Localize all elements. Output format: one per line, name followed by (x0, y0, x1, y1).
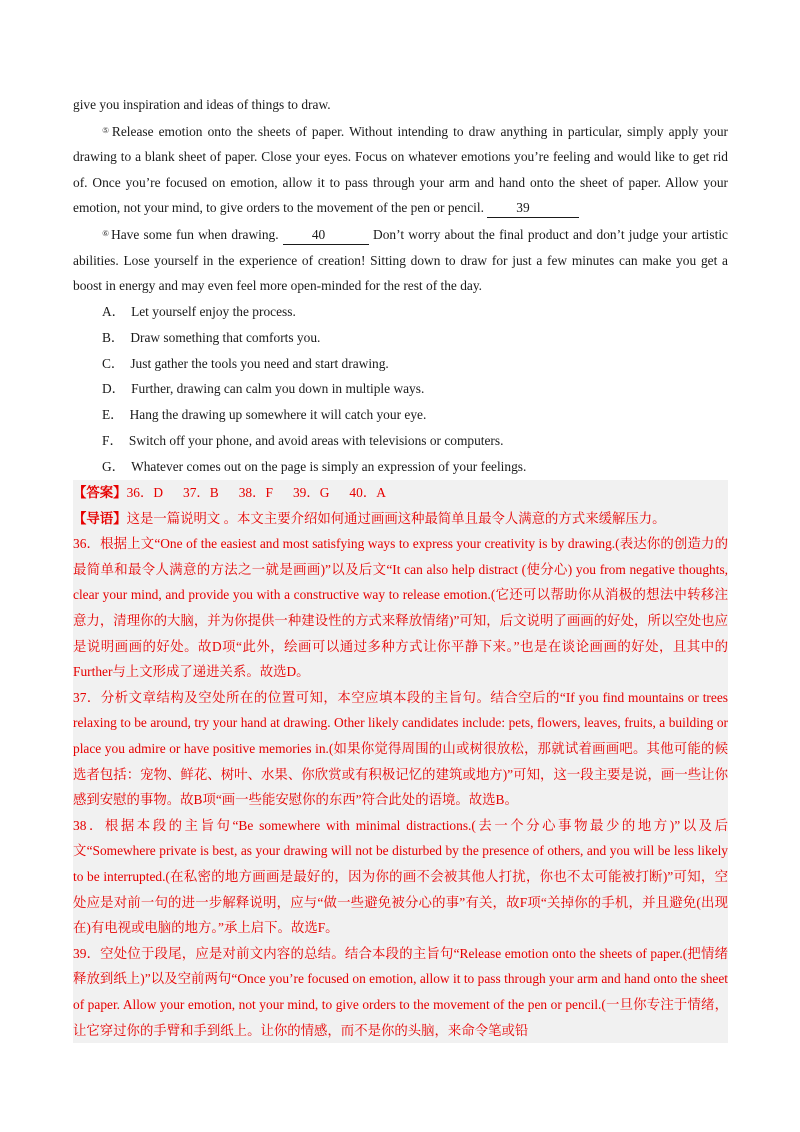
option-letter: B． (102, 329, 125, 345)
explanation-38: 38．根据本段的主旨句“Be somewhere with minimal distractions.(去一个分心事物最少的地方)”以及后文“Somewhere private is best, as your drawing will not be disturbed by the presence of others, and you will be less likely to be interrupted.(在私密的地方画画是最好的，因为你的画不会被其他人打扰，你也不太可能被打断)”可知，空处应是对前一句的进一步解释说明，应与“做一些避免被分心的事”有关，故F项“关掉你的手机，并且避免(出现在)有电视或电脑的地方。”承上启下。故选F。 (73, 817, 728, 936)
option-text: Let yourself enjoy the process. (131, 303, 296, 319)
paragraph-6-text-a: Have some fun when drawing. (111, 226, 283, 242)
answer-key (73, 480, 728, 506)
explanation-36: 36．根据上文“One of the easiest and most satisfying ways to express your creativity is by drawing.(表达你的创造力的最简单和最令人满意的方法之一就是画画)”以及后文“It can also help distract (使分心) you from negative thoughts, clear your mind, and provide you with a constructive way to release emotion.(它还可以帮助你从消极的想法中转移注意力，清理你的大脑，并为你提供一种建设性的方式来释放情绪)”可知，后文说明了画画的好处，所以空处也应是说明画画的好处。故D项“此外，绘画可以通过多种方式让你平静下来。”也是在谈论画画的好处，且其中的 Further与上文形成了递进关系。故选D。 (73, 536, 728, 680)
answer-explanation-section (73, 480, 728, 1043)
option-item (73, 402, 728, 428)
answer-item: 40．A (349, 485, 386, 501)
option-letter: F． (102, 433, 123, 449)
answer-item: 36．D (126, 485, 164, 501)
answer-item: 37．B (183, 485, 219, 501)
answer-item: 39．G (292, 485, 330, 501)
option-item (73, 376, 728, 402)
option-item (73, 351, 728, 377)
guide-line (73, 506, 728, 532)
explanation-39: 39．空处位于段尾，应是对前文内容的总结。结合本段的主旨句“Release emotion onto the sheets of paper.(把情绪释放到纸上)”以及空前两句“Once you’re focused on emotion, allow it to pass through your arm and hand onto the sheet of paper. Allow your emotion, not your mind, to give orders to the movement of the pen or pencil.(一旦你专注于情绪，让它穿过你的手臂和手到纸上。让你的情感，而不是你的头脑，来命令笔或铅 (73, 945, 728, 1038)
option-letter: G． (102, 459, 126, 475)
paragraph-5-text: Release emotion onto the sheets of paper. Without intending to draw anything in particular, simply apply your drawing to a blank sheet of paper. Close your eyes. Focus on whatever emotions you’re feeling and would like to get rid of. Once you’re focused on emotion, allow it to pass through your arm and hand onto the sheet of paper. Allow your emotion, not your mind, to give orders to the movement of the pen or pencil. (73, 123, 728, 216)
option-text: Just gather the tools you need and start drawing. (130, 355, 389, 371)
option-text: Switch off your phone, and avoid areas with televisions or computers. (128, 433, 504, 449)
paragraph-marker: ⑤ (102, 125, 111, 135)
option-text: Further, drawing can calm you down in multiple ways. (131, 381, 425, 397)
option-letter: C． (102, 355, 125, 371)
option-text: Draw something that comforts you. (130, 329, 321, 345)
option-letter: A． (102, 303, 126, 319)
paragraph-6 (73, 221, 728, 299)
blank-40: 40 (283, 226, 369, 245)
option-item (73, 454, 728, 480)
option-item (73, 299, 728, 325)
option-text: Hang the drawing up somewhere it will catch your eye. (129, 407, 427, 423)
blank-39: 39 (487, 199, 579, 218)
option-letter: D． (102, 381, 126, 397)
content-column (73, 92, 728, 1043)
options-list (73, 299, 728, 480)
option-item (73, 428, 728, 454)
explanation-37: 37．分析文章结构及空处所在的位置可知，本空应填本段的主旨句。结合空后的“If you find mountains or trees relaxing to be around, try your hand at drawing. Other likely candidates include: pets, flowers, leaves, fruits, a building or place you admire or have positive memories in.(如果你觉得周围的山或树很放松，那就试着画画吧。其他可能的候选者包括：宠物、鲜花、树叶、水果、你欣赏或有积极记忆的建筑或地方)”可知，这一段主要是说，画一些让你感到安慰的事物。故B项“画一些能安慰你的东西”符合此处的语境。故选B。 (73, 689, 728, 808)
option-letter: E． (102, 407, 124, 423)
answer-label: 【答案】 (73, 485, 127, 501)
guide-label: 【导语】 (73, 510, 127, 526)
guide-text: 这是一篇说明文 。本文主要介绍如何通过画画这种最简单且最令人满意的方式来缓解压力。 (126, 510, 666, 526)
passage-line: give you inspiration and ideas of things to draw. (73, 97, 331, 112)
paragraph-6-text-b: Don’t worry about the final product and don’t judge your artistic abilities. Lose yourself in the experience of creation! Sitting down to draw for just a few minutes can make you get a boost in energy and may even feel more open-minded for the rest of the day. (73, 226, 728, 294)
option-text: Whatever comes out on the page is simply an expression of your feelings. (131, 459, 527, 475)
paragraph-marker: ⑥ (102, 228, 111, 238)
answer-item: 38．F (238, 485, 273, 501)
paragraph-5 (73, 118, 728, 221)
option-item (73, 325, 728, 351)
